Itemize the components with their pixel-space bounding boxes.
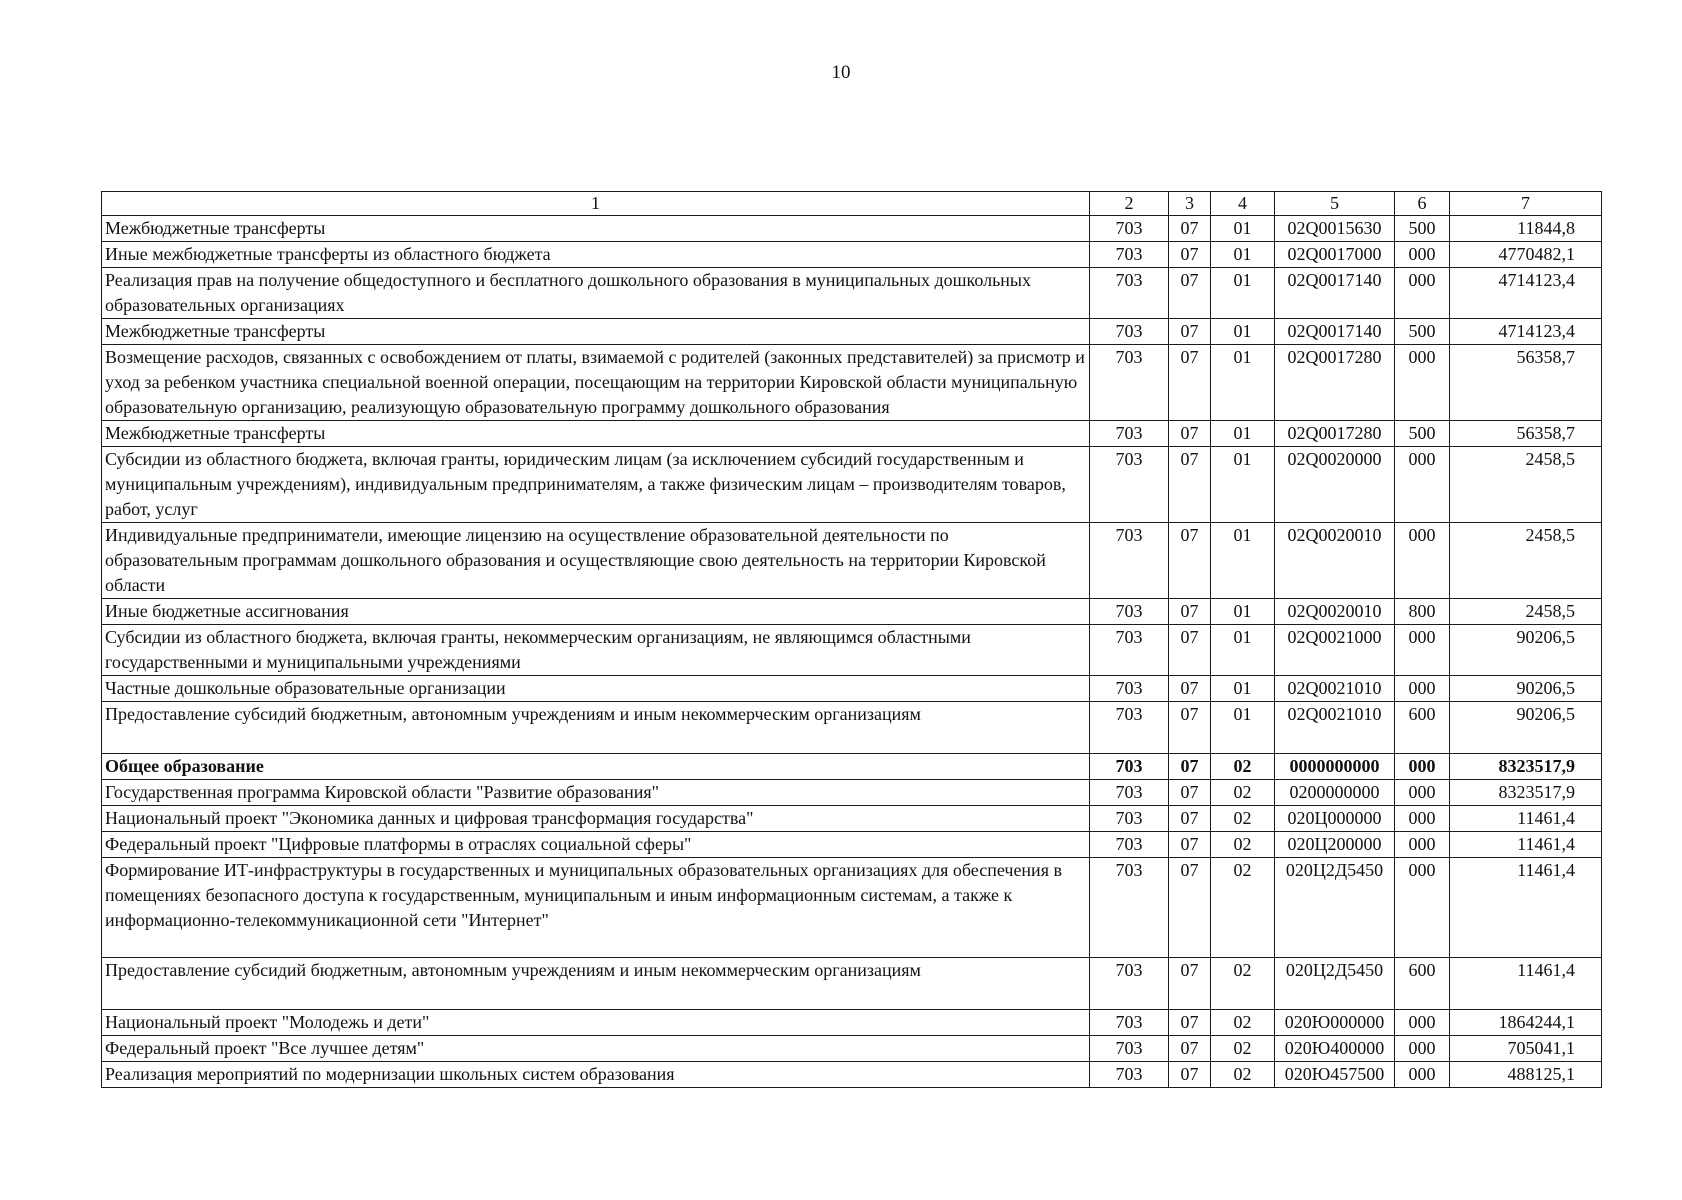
table-row bbox=[102, 523, 1602, 599]
row-amount: 11461,4 bbox=[1450, 806, 1602, 832]
row-amount: 90206,5 bbox=[1450, 702, 1602, 754]
row-ministry-code: 703 bbox=[1090, 676, 1169, 702]
row-target-article: 020Ц000000 bbox=[1275, 806, 1395, 832]
row-expense-type: 800 bbox=[1395, 599, 1450, 625]
row-ministry-code: 703 bbox=[1090, 958, 1169, 1010]
row-expense-type: 000 bbox=[1395, 345, 1450, 421]
table-row bbox=[102, 268, 1602, 319]
row-ministry-code: 703 bbox=[1090, 832, 1169, 858]
row-amount: 11844,8 bbox=[1450, 216, 1602, 242]
row-subsection-code: 01 bbox=[1211, 447, 1275, 523]
row-section-code: 07 bbox=[1169, 1010, 1211, 1036]
row-amount: 4770482,1 bbox=[1450, 242, 1602, 268]
table-row bbox=[102, 599, 1602, 625]
row-expense-type: 000 bbox=[1395, 858, 1450, 958]
column-header-6: 6 bbox=[1395, 192, 1450, 216]
row-subsection-code: 01 bbox=[1211, 523, 1275, 599]
column-header-1: 1 bbox=[102, 192, 1090, 216]
row-ministry-code: 703 bbox=[1090, 625, 1169, 676]
row-subsection-code: 01 bbox=[1211, 216, 1275, 242]
row-expense-type: 000 bbox=[1395, 806, 1450, 832]
row-amount: 56358,7 bbox=[1450, 345, 1602, 421]
row-target-article: 02Q0021010 bbox=[1275, 676, 1395, 702]
row-ministry-code: 703 bbox=[1090, 1010, 1169, 1036]
row-amount: 8323517,9 bbox=[1450, 754, 1602, 780]
row-amount: 56358,7 bbox=[1450, 421, 1602, 447]
row-target-article: 020Ю400000 bbox=[1275, 1036, 1395, 1062]
row-section-code: 07 bbox=[1169, 523, 1211, 599]
row-name: Субсидии из областного бюджета, включая гранты, некоммерческим организациям, не являющимся областными государственными и муниципальными учреждениями bbox=[102, 625, 1090, 676]
header-row bbox=[102, 192, 1602, 216]
row-name: Предоставление субсидий бюджетным, автономным учреждениям и иным некоммерческим организациям bbox=[102, 958, 1090, 1010]
row-target-article: 02Q0015630 bbox=[1275, 216, 1395, 242]
row-target-article: 0200000000 bbox=[1275, 780, 1395, 806]
row-ministry-code: 703 bbox=[1090, 523, 1169, 599]
table-row bbox=[102, 216, 1602, 242]
row-amount: 11461,4 bbox=[1450, 832, 1602, 858]
row-section-code: 07 bbox=[1169, 754, 1211, 780]
row-amount: 90206,5 bbox=[1450, 676, 1602, 702]
row-subsection-code: 02 bbox=[1211, 754, 1275, 780]
row-name: Государственная программа Кировской области "Развитие образования" bbox=[102, 780, 1090, 806]
row-amount: 8323517,9 bbox=[1450, 780, 1602, 806]
row-subsection-code: 02 bbox=[1211, 858, 1275, 958]
row-subsection-code: 02 bbox=[1211, 806, 1275, 832]
row-expense-type: 000 bbox=[1395, 676, 1450, 702]
row-ministry-code: 703 bbox=[1090, 319, 1169, 345]
row-amount: 2458,5 bbox=[1450, 447, 1602, 523]
row-subsection-code: 01 bbox=[1211, 599, 1275, 625]
row-ministry-code: 703 bbox=[1090, 806, 1169, 832]
row-amount: 1864244,1 bbox=[1450, 1010, 1602, 1036]
row-subsection-code: 01 bbox=[1211, 242, 1275, 268]
table-row bbox=[102, 242, 1602, 268]
column-header-5: 5 bbox=[1275, 192, 1395, 216]
row-ministry-code: 703 bbox=[1090, 754, 1169, 780]
row-target-article: 020Ю457500 bbox=[1275, 1062, 1395, 1088]
row-expense-type: 000 bbox=[1395, 754, 1450, 780]
row-ministry-code: 703 bbox=[1090, 447, 1169, 523]
row-ministry-code: 703 bbox=[1090, 858, 1169, 958]
row-name: Предоставление субсидий бюджетным, автономным учреждениям и иным некоммерческим организациям bbox=[102, 702, 1090, 754]
column-header-4: 4 bbox=[1211, 192, 1275, 216]
row-section-code: 07 bbox=[1169, 702, 1211, 754]
table-row bbox=[102, 1010, 1602, 1036]
row-section-code: 07 bbox=[1169, 832, 1211, 858]
row-subsection-code: 01 bbox=[1211, 702, 1275, 754]
table-row bbox=[102, 958, 1602, 1010]
row-ministry-code: 703 bbox=[1090, 1036, 1169, 1062]
row-expense-type: 500 bbox=[1395, 319, 1450, 345]
row-target-article: 02Q0017140 bbox=[1275, 268, 1395, 319]
row-expense-type: 000 bbox=[1395, 1010, 1450, 1036]
table-row bbox=[102, 421, 1602, 447]
row-name: Возмещение расходов, связанных с освобождением от платы, взимаемой с родителей (законных представителей) за присмотр и уход за ребенком участника специальной военной операции, посещающим на территории Кировской области муниципальную образовательную организацию, реализующую образовательную программу дошкольного образования bbox=[102, 345, 1090, 421]
row-subsection-code: 01 bbox=[1211, 421, 1275, 447]
row-section-code: 07 bbox=[1169, 1062, 1211, 1088]
row-amount: 11461,4 bbox=[1450, 958, 1602, 1010]
row-name: Межбюджетные трансферты bbox=[102, 319, 1090, 345]
row-amount: 4714123,4 bbox=[1450, 268, 1602, 319]
row-subsection-code: 01 bbox=[1211, 625, 1275, 676]
row-ministry-code: 703 bbox=[1090, 242, 1169, 268]
row-ministry-code: 703 bbox=[1090, 1062, 1169, 1088]
table-row bbox=[102, 1036, 1602, 1062]
row-amount: 705041,1 bbox=[1450, 1036, 1602, 1062]
column-header-2: 2 bbox=[1090, 192, 1169, 216]
row-expense-type: 000 bbox=[1395, 1036, 1450, 1062]
row-name: Индивидуальные предприниматели, имеющие лицензию на осуществление образовательной деятельности по образовательным программам дошкольного образования и осуществляющие свою деятельность на территории Кировской области bbox=[102, 523, 1090, 599]
row-amount: 2458,5 bbox=[1450, 523, 1602, 599]
row-section-code: 07 bbox=[1169, 242, 1211, 268]
row-name: Субсидии из областного бюджета, включая гранты, юридическим лицам (за исключением субсидий государственным и муниципальным учреждениям), индивидуальным предпринимателям, а также физическим лицам – производителям товаров, работ, услуг bbox=[102, 447, 1090, 523]
row-section-code: 07 bbox=[1169, 625, 1211, 676]
row-expense-type: 000 bbox=[1395, 780, 1450, 806]
table-row bbox=[102, 832, 1602, 858]
row-target-article: 020Ц2Д5450 bbox=[1275, 858, 1395, 958]
row-section-code: 07 bbox=[1169, 858, 1211, 958]
table-row-section-total bbox=[102, 754, 1602, 780]
row-expense-type: 000 bbox=[1395, 268, 1450, 319]
table-row bbox=[102, 702, 1602, 754]
row-section-code: 07 bbox=[1169, 319, 1211, 345]
row-subsection-code: 01 bbox=[1211, 676, 1275, 702]
row-subsection-code: 02 bbox=[1211, 1036, 1275, 1062]
row-target-article: 02Q0017280 bbox=[1275, 421, 1395, 447]
row-expense-type: 000 bbox=[1395, 447, 1450, 523]
row-subsection-code: 01 bbox=[1211, 268, 1275, 319]
row-section-code: 07 bbox=[1169, 345, 1211, 421]
row-name: Частные дошкольные образовательные организации bbox=[102, 676, 1090, 702]
row-subsection-code: 01 bbox=[1211, 319, 1275, 345]
row-expense-type: 000 bbox=[1395, 242, 1450, 268]
row-target-article: 020Ю000000 bbox=[1275, 1010, 1395, 1036]
row-section-code: 07 bbox=[1169, 958, 1211, 1010]
row-target-article: 020Ц200000 bbox=[1275, 832, 1395, 858]
row-name: Реализация прав на получение общедоступного и бесплатного дошкольного образования в муниципальных дошкольных образовательных организациях bbox=[102, 268, 1090, 319]
row-name: Федеральный проект "Все лучшее детям" bbox=[102, 1036, 1090, 1062]
row-subsection-code: 02 bbox=[1211, 780, 1275, 806]
row-name: Федеральный проект "Цифровые платформы в отраслях социальной сферы" bbox=[102, 832, 1090, 858]
table-row bbox=[102, 447, 1602, 523]
row-expense-type: 500 bbox=[1395, 216, 1450, 242]
row-ministry-code: 703 bbox=[1090, 345, 1169, 421]
table-row bbox=[102, 625, 1602, 676]
row-section-code: 07 bbox=[1169, 1036, 1211, 1062]
row-amount: 4714123,4 bbox=[1450, 319, 1602, 345]
row-expense-type: 000 bbox=[1395, 832, 1450, 858]
row-target-article: 020Ц2Д5450 bbox=[1275, 958, 1395, 1010]
row-name: Иные межбюджетные трансферты из областного бюджета bbox=[102, 242, 1090, 268]
row-expense-type: 000 bbox=[1395, 625, 1450, 676]
row-subsection-code: 02 bbox=[1211, 958, 1275, 1010]
row-expense-type: 600 bbox=[1395, 958, 1450, 1010]
row-subsection-code: 02 bbox=[1211, 1062, 1275, 1088]
row-name: Межбюджетные трансферты bbox=[102, 216, 1090, 242]
row-expense-type: 000 bbox=[1395, 523, 1450, 599]
row-target-article: 02Q0020010 bbox=[1275, 599, 1395, 625]
row-subsection-code: 02 bbox=[1211, 832, 1275, 858]
row-expense-type: 600 bbox=[1395, 702, 1450, 754]
row-target-article: 02Q0021000 bbox=[1275, 625, 1395, 676]
row-ministry-code: 703 bbox=[1090, 780, 1169, 806]
column-header-7: 7 bbox=[1450, 192, 1602, 216]
row-ministry-code: 703 bbox=[1090, 599, 1169, 625]
row-name: Общее образование bbox=[102, 754, 1090, 780]
row-amount: 11461,4 bbox=[1450, 858, 1602, 958]
row-name: Национальный проект "Молодежь и дети" bbox=[102, 1010, 1090, 1036]
row-section-code: 07 bbox=[1169, 447, 1211, 523]
row-target-article: 02Q0020000 bbox=[1275, 447, 1395, 523]
row-target-article: 02Q0017000 bbox=[1275, 242, 1395, 268]
row-section-code: 07 bbox=[1169, 676, 1211, 702]
row-target-article: 02Q0017140 bbox=[1275, 319, 1395, 345]
column-header-3: 3 bbox=[1169, 192, 1211, 216]
row-name: Формирование ИТ-инфраструктуры в государственных и муниципальных образовательных организациях для обеспечения в помещениях безопасного доступа к государственным, муниципальным и иным информационным системам, а также к информационно-телекоммуникационной сети "Интернет" bbox=[102, 858, 1090, 958]
row-ministry-code: 703 bbox=[1090, 421, 1169, 447]
row-name: Национальный проект "Экономика данных и цифровая трансформация государства" bbox=[102, 806, 1090, 832]
table-row bbox=[102, 780, 1602, 806]
row-target-article: 0000000000 bbox=[1275, 754, 1395, 780]
table-row bbox=[102, 858, 1602, 958]
row-expense-type: 500 bbox=[1395, 421, 1450, 447]
row-amount: 488125,1 bbox=[1450, 1062, 1602, 1088]
table-row bbox=[102, 676, 1602, 702]
row-section-code: 07 bbox=[1169, 780, 1211, 806]
budget-table bbox=[101, 191, 1602, 1088]
page-number: 10 bbox=[831, 62, 851, 83]
table-row bbox=[102, 319, 1602, 345]
row-ministry-code: 703 bbox=[1090, 268, 1169, 319]
row-section-code: 07 bbox=[1169, 599, 1211, 625]
row-ministry-code: 703 bbox=[1090, 216, 1169, 242]
row-target-article: 02Q0021010 bbox=[1275, 702, 1395, 754]
table-row bbox=[102, 345, 1602, 421]
row-ministry-code: 703 bbox=[1090, 702, 1169, 754]
row-name: Межбюджетные трансферты bbox=[102, 421, 1090, 447]
row-subsection-code: 02 bbox=[1211, 1010, 1275, 1036]
row-section-code: 07 bbox=[1169, 421, 1211, 447]
table-row bbox=[102, 1062, 1602, 1088]
row-target-article: 02Q0020010 bbox=[1275, 523, 1395, 599]
row-amount: 90206,5 bbox=[1450, 625, 1602, 676]
row-target-article: 02Q0017280 bbox=[1275, 345, 1395, 421]
row-name: Иные бюджетные ассигнования bbox=[102, 599, 1090, 625]
row-section-code: 07 bbox=[1169, 806, 1211, 832]
row-expense-type: 000 bbox=[1395, 1062, 1450, 1088]
row-amount: 2458,5 bbox=[1450, 599, 1602, 625]
table-row bbox=[102, 806, 1602, 832]
row-name: Реализация мероприятий по модернизации школьных систем образования bbox=[102, 1062, 1090, 1088]
row-section-code: 07 bbox=[1169, 268, 1211, 319]
row-section-code: 07 bbox=[1169, 216, 1211, 242]
row-subsection-code: 01 bbox=[1211, 345, 1275, 421]
